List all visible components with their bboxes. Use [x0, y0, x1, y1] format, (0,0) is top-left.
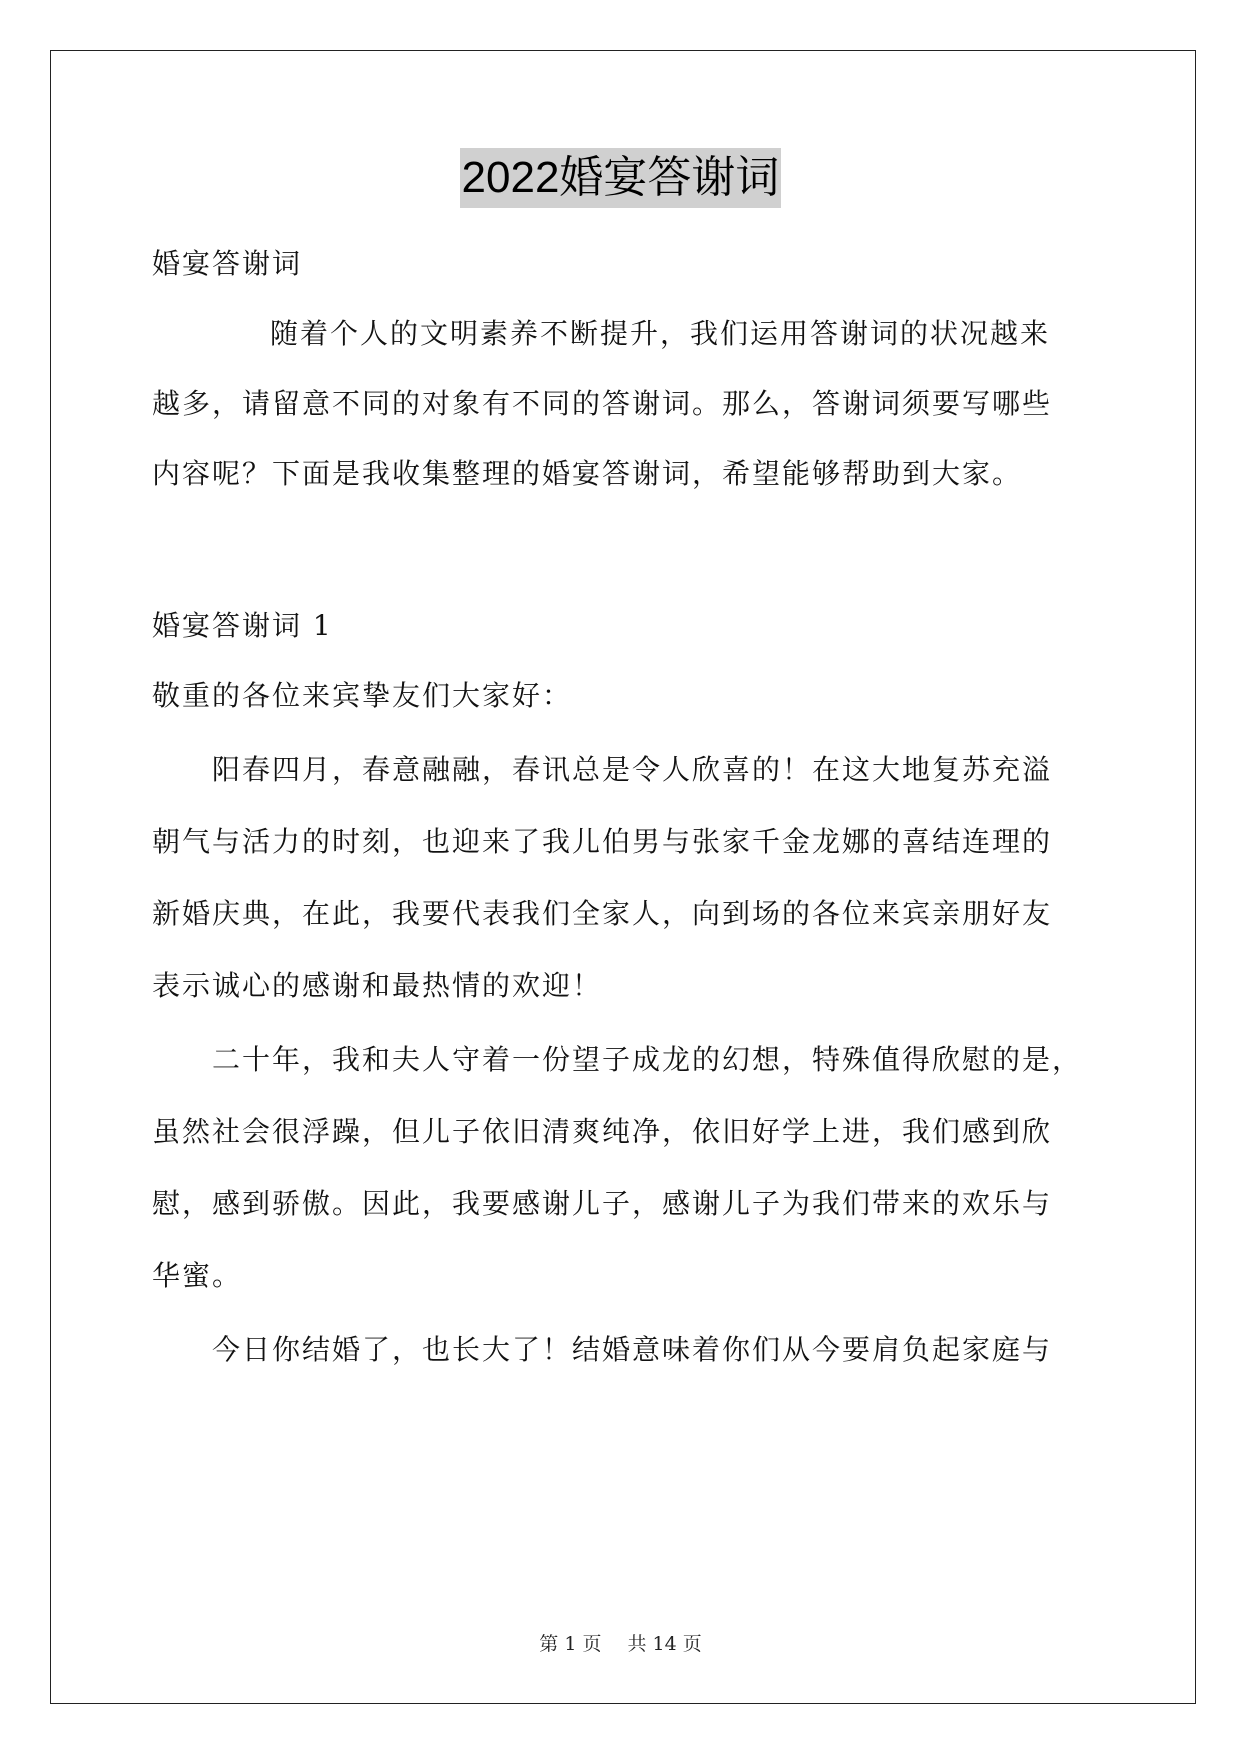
intro-line-2: 越多，请留意不同的对象有不同的答谢词。那么，答谢词须要写哪些 [152, 387, 1053, 420]
page-title: 2022婚宴答谢词 [460, 148, 782, 208]
paragraph1-line-3: 新婚庆典，在此，我要代表我们全家人，向到场的各位来宾亲朋好友 [152, 897, 1053, 930]
page-border [50, 50, 1196, 1704]
page-number: 第 1 页 [539, 1633, 602, 1655]
intro-line-1: 随着个人的文明素养不断提升，我们运用答谢词的状况越来 [270, 317, 1051, 350]
title-wrap [0, 148, 1241, 208]
paragraph1-line-1: 阳春四月，春意融融，春讯总是令人欣喜的！在这大地复苏充溢 [212, 753, 1053, 786]
paragraph2-line-3: 慰，感到骄傲。因此，我要感谢儿子，感谢儿子为我们带来的欢乐与 [152, 1187, 1053, 1220]
subtitle: 婚宴答谢词 [152, 247, 303, 280]
page-total: 共 14 页 [627, 1633, 702, 1655]
paragraph1-line-4: 表示诚心的感谢和最热情的欢迎！ [152, 969, 603, 1002]
page-footer [0, 1632, 1241, 1656]
paragraph2-line-1: 二十年，我和夫人守着一份望子成龙的幻想，特殊值得欣慰的是， [212, 1043, 1083, 1076]
section-heading: 婚宴答谢词 1 [152, 609, 333, 642]
intro-line-3: 内容呢？下面是我收集整理的婚宴答谢词，希望能够帮助到大家。 [152, 457, 1023, 490]
paragraph2-line-4: 华蜜。 [152, 1259, 243, 1292]
salutation: 敬重的各位来宾挚友们大家好： [152, 679, 573, 712]
paragraph2-line-2: 虽然社会很浮躁，但儿子依旧清爽纯净，依旧好学上进，我们感到欣 [152, 1115, 1053, 1148]
paragraph3-line-1: 今日你结婚了，也长大了！结婚意味着你们从今要肩负起家庭与 [212, 1333, 1053, 1366]
paragraph1-line-2: 朝气与活力的时刻，也迎来了我儿伯男与张家千金龙娜的喜结连理的 [152, 825, 1053, 858]
